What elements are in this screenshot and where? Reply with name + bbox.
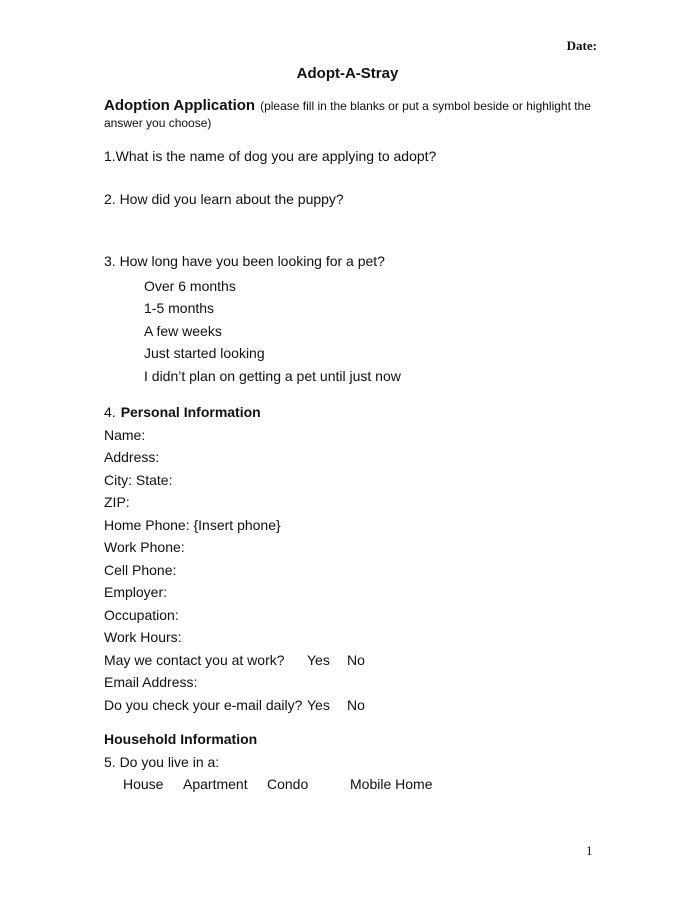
q3-option-over-6-months: Over 6 months [144, 277, 236, 294]
email-daily-no: No [347, 696, 365, 713]
intro-note-line2: answer you choose) [104, 116, 212, 130]
contact-at-work-no: No [347, 651, 365, 668]
question-3: 3. How long have you been looking for a pet? [104, 253, 385, 269]
q5-option-apartment: Apartment [183, 776, 248, 792]
field-city-state: City: State: [104, 471, 173, 488]
q5-option-mobile-home: Mobile Home [350, 776, 433, 792]
contact-at-work-yes: Yes [307, 651, 330, 668]
section-4-title: Personal Information [120, 404, 261, 420]
email-daily-yes: Yes [307, 696, 330, 713]
q3-option-didnt-plan: I didn’t plan on getting a pet until just now [144, 367, 401, 384]
intro-note-line1: (please fill in the blanks or put a symbol beside or highlight the [260, 99, 591, 113]
contact-at-work-question: May we contact you at work? [104, 651, 285, 668]
field-name: Name: [104, 426, 146, 443]
q3-option-1-5-months: 1-5 months [144, 300, 215, 316]
email-daily-row [104, 694, 604, 717]
field-occupation: Occupation: [104, 606, 179, 623]
question-1: 1.What is the name of dog you are applying to adopt? [104, 148, 437, 164]
q5-option-condo: Condo [267, 776, 309, 792]
intro-line-1 [104, 97, 604, 115]
field-employer: Employer: [104, 584, 168, 600]
q3-option-a-few-weeks: A few weeks [144, 322, 222, 339]
email-daily-question: Do you check your e-mail daily? [104, 696, 303, 713]
field-email-address: Email Address: [104, 674, 198, 690]
page-number: 1 [586, 843, 593, 858]
q3-option-just-started: Just started looking [144, 345, 265, 361]
question-5-options [104, 773, 604, 796]
date-label: Date: [566, 38, 597, 53]
document-title: Adopt-A-Stray [296, 65, 399, 82]
contact-at-work-row [104, 649, 604, 672]
field-home-phone: Home Phone: {Insert phone} [104, 516, 281, 533]
question-5: 5. Do you live in a: [104, 753, 220, 770]
section-4-heading [104, 401, 604, 424]
question-3-options [104, 275, 604, 388]
household-section-heading: Household Information [104, 731, 258, 747]
field-address: Address: [104, 449, 160, 465]
q5-option-house: House [123, 776, 164, 792]
section-4-number: 4. [104, 404, 116, 420]
field-work-phone: Work Phone: [104, 539, 185, 555]
field-zip: ZIP: [104, 494, 130, 510]
field-work-hours: Work Hours: [104, 629, 182, 645]
document-body [104, 97, 604, 796]
intro-heading: Adoption Application [104, 97, 256, 114]
field-cell-phone: Cell Phone: [104, 561, 177, 578]
question-2: 2. How did you learn about the puppy? [104, 190, 344, 207]
